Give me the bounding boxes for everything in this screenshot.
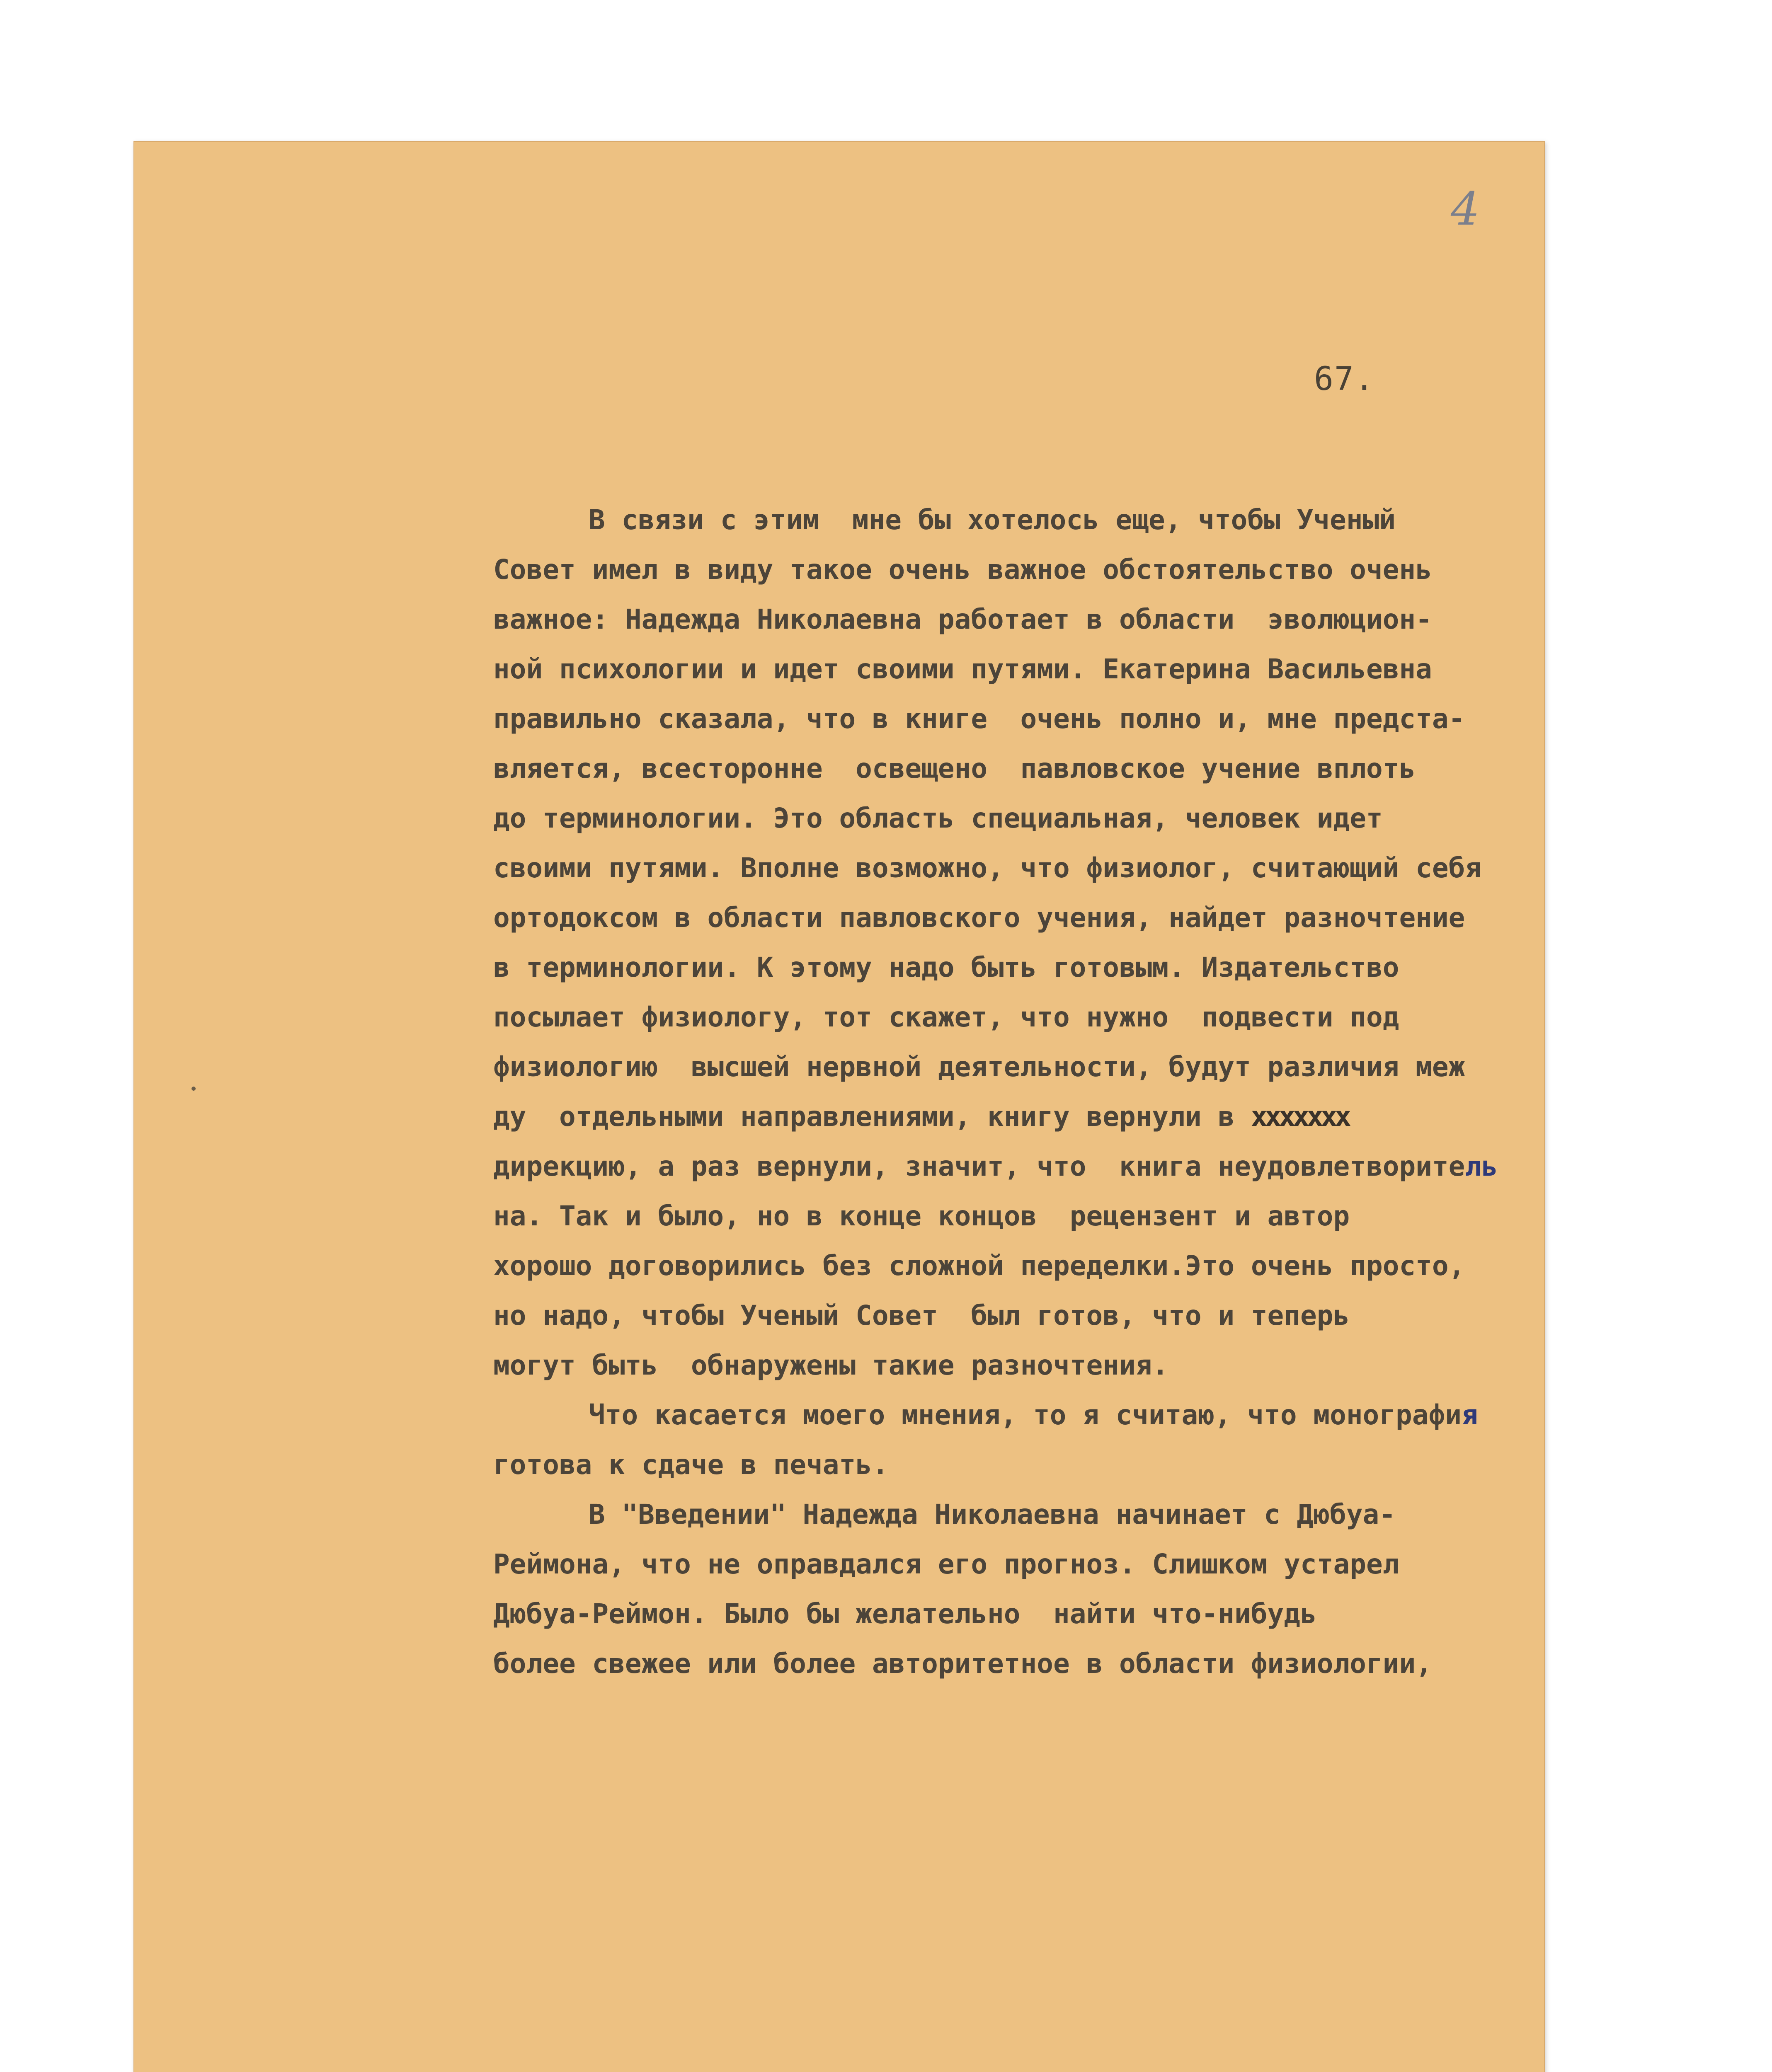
text-line-with-correction [493, 1142, 1538, 1191]
text-line: Реймона, что не оправдался его прогноз. Слишком устарел [493, 1548, 1399, 1580]
typed-text [493, 495, 1538, 1689]
text-line: Совет имел в виду такое очень важное обстоятельство очень [493, 554, 1432, 586]
handwritten-correction: ль [1465, 1150, 1498, 1182]
text-segment: ду отдельными направлениями, книгу вернули в [493, 1101, 1235, 1133]
text-line: хорошо договорились без сложной переделки.Это очень просто, [493, 1250, 1465, 1282]
archive-page-number: 4 [1451, 182, 1480, 235]
text-line: своими путями. Вполне возможно, что физиолог, считающий себя [493, 852, 1482, 884]
text-line: ортодоксом в области павловского учения, найдет разночтение [493, 902, 1465, 934]
text-line: физиологию высшей нервной деятельности, будут различия меж [493, 1051, 1465, 1083]
paper-speck [192, 1087, 196, 1091]
text-line: ной психологии и идет своими путями. Екатерина Васильевна [493, 653, 1432, 685]
text-line: посылает физиологу, тот скажет, что нужно подвести под [493, 1001, 1399, 1033]
text-line: В "Введении" Надежда Николаевна начинает с Дюбуа- [589, 1498, 1396, 1530]
text-line: более свежее или более авторитетное в области физиологии, [493, 1648, 1432, 1680]
page-number: 67. [1314, 361, 1375, 398]
text-line: на. Так и было, но в конце концов рецензент и автор [493, 1200, 1350, 1232]
crossed-out-word: xxxxxxx [1251, 1092, 1349, 1142]
text-line: в терминологии. К этому надо быть готовым. Издательство [493, 951, 1399, 983]
text-segment: дирекцию, а раз вернули, значит, что книга неудовлетворите [493, 1150, 1465, 1182]
text-line: важное: Надежда Николаевна работает в области эволюцион- [493, 603, 1432, 635]
handwritten-correction: я [1461, 1399, 1478, 1431]
text-line-with-correction [493, 1390, 1538, 1440]
text-line: Дюбуа-Реймон. Было бы желательно найти что-нибудь [493, 1598, 1317, 1630]
text-line: до терминологии. Это область специальная, человек идет [493, 802, 1383, 834]
text-line: правильно сказала, что в книге очень полно и, мне предста- [493, 703, 1465, 735]
text-line: но надо, чтобы Ученый Совет был готов, что и теперь [493, 1300, 1350, 1331]
text-line: вляется, всесторонне освещено павловское учение вплоть [493, 753, 1416, 784]
text-segment: Что касается моего мнения, то я считаю, что монографи [589, 1399, 1462, 1431]
text-line-with-strikeout [493, 1092, 1538, 1142]
text-line: могут быть обнаружены такие разночтения. [493, 1349, 1169, 1381]
text-line: готова к сдаче в печать. [493, 1449, 889, 1481]
text-line: В связи с этим мне бы хотелось еще, чтобы Ученый [589, 504, 1396, 536]
